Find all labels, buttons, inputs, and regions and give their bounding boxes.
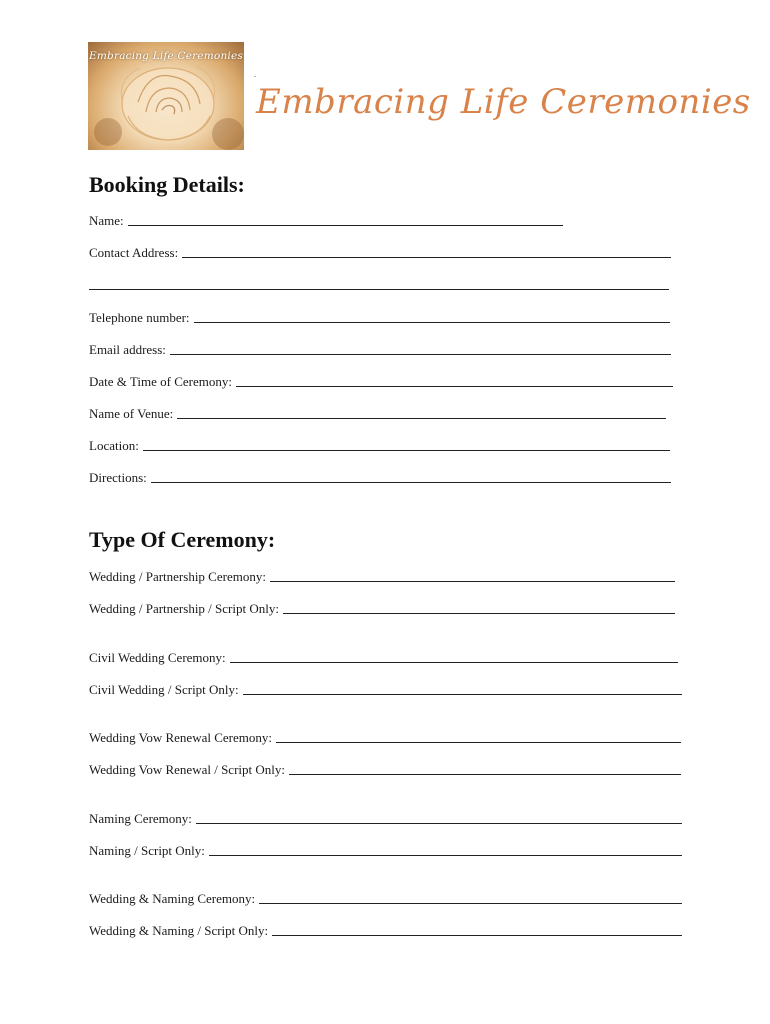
- directions-label: Directions:: [89, 470, 147, 485]
- contact-address-continued-field[interactable]: [89, 274, 669, 292]
- wedding-naming-field[interactable]: [89, 888, 682, 906]
- name-field[interactable]: [89, 210, 563, 228]
- vow-renewal-field[interactable]: [89, 727, 681, 745]
- email-field[interactable]: [89, 339, 671, 357]
- wedding-naming-input-line[interactable]: [259, 891, 682, 904]
- wedding-naming-script-label: Wedding & Naming / Script Only:: [89, 923, 269, 938]
- naming-input-line[interactable]: [196, 811, 682, 824]
- location-label: Location:: [89, 438, 139, 453]
- naming-script-input-line[interactable]: [209, 843, 682, 856]
- telephone-input-line[interactable]: [194, 310, 670, 323]
- naming-field[interactable]: [89, 808, 682, 826]
- directions-field[interactable]: [89, 467, 671, 485]
- datetime-field[interactable]: [89, 371, 673, 389]
- wedding-naming-script-field[interactable]: [89, 920, 682, 938]
- vow-renewal-script-input-line[interactable]: [289, 762, 681, 775]
- civil-wedding-field[interactable]: [89, 647, 678, 665]
- location-field[interactable]: [89, 435, 670, 453]
- vow-renewal-script-field[interactable]: [89, 759, 681, 777]
- contact-address-continued-line[interactable]: [89, 277, 669, 290]
- wedding-naming-script-input-line[interactable]: [272, 923, 682, 936]
- email-label: Email address:: [89, 342, 166, 357]
- name-label: Name:: [89, 213, 124, 228]
- logo-image: [88, 42, 244, 150]
- venue-field[interactable]: [89, 403, 666, 421]
- vow-renewal-script-label: Wedding Vow Renewal / Script Only:: [89, 762, 285, 777]
- logo-caption: Embracing Life Ceremonies: [89, 50, 243, 62]
- vow-renewal-input-line[interactable]: [276, 730, 681, 743]
- naming-label: Naming Ceremony:: [89, 811, 192, 826]
- civil-wedding-input-line[interactable]: [230, 650, 678, 663]
- wedding-partnership-label: Wedding / Partnership Ceremony:: [89, 569, 266, 584]
- naming-script-label: Naming / Script Only:: [89, 843, 205, 858]
- directions-input-line[interactable]: [151, 470, 671, 483]
- civil-wedding-script-field[interactable]: [89, 679, 682, 697]
- wedding-partnership-field[interactable]: [89, 566, 675, 584]
- location-input-line[interactable]: [143, 438, 670, 451]
- email-input-line[interactable]: [170, 342, 671, 355]
- civil-wedding-script-input-line[interactable]: [243, 682, 682, 695]
- wedding-partnership-script-field[interactable]: [89, 598, 675, 616]
- wedding-partnership-script-input-line[interactable]: [283, 601, 675, 614]
- wedding-partnership-script-label: Wedding / Partnership / Script Only:: [89, 601, 279, 616]
- naming-script-field[interactable]: [89, 840, 682, 858]
- venue-input-line[interactable]: [177, 406, 666, 419]
- contact-address-field[interactable]: [89, 242, 671, 260]
- civil-wedding-label: Civil Wedding Ceremony:: [89, 650, 226, 665]
- telephone-label: Telephone number:: [89, 310, 190, 325]
- civil-wedding-script-label: Civil Wedding / Script Only:: [89, 682, 239, 697]
- wedding-naming-label: Wedding & Naming Ceremony:: [89, 891, 256, 906]
- ceremony-heading: Type Of Ceremony:: [89, 527, 276, 552]
- wedding-partnership-input-line[interactable]: [270, 569, 675, 582]
- venue-label: Name of Venue:: [89, 406, 174, 421]
- brand-title: Embracing Life Ceremonies: [256, 82, 751, 122]
- name-input-line[interactable]: [128, 213, 563, 226]
- booking-heading: Booking Details:: [89, 172, 245, 197]
- datetime-label: Date & Time of Ceremony:: [89, 374, 232, 389]
- vow-renewal-label: Wedding Vow Renewal Ceremony:: [89, 730, 272, 745]
- contact-address-input-line[interactable]: [182, 245, 671, 258]
- datetime-input-line[interactable]: [236, 374, 673, 387]
- telephone-field[interactable]: [89, 307, 670, 325]
- contact-address-label: Contact Address:: [89, 245, 179, 260]
- decorative-dot: .: [254, 70, 256, 79]
